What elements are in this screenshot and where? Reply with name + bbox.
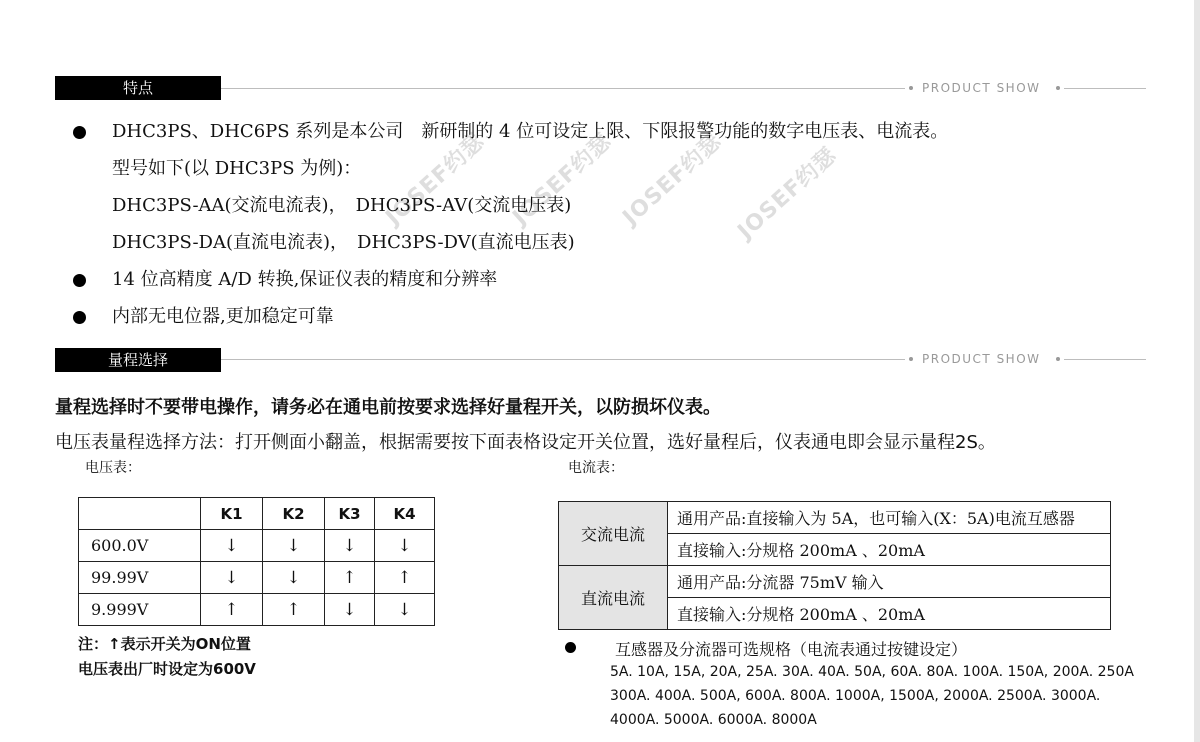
divider-dot bbox=[909, 86, 913, 90]
switch-cell: ↓ bbox=[263, 562, 325, 594]
range-cell: 99.99V bbox=[79, 562, 201, 594]
table-header-cell: K4 bbox=[375, 498, 435, 530]
section-title-features: 特点 bbox=[55, 76, 221, 100]
switch-cell: ↓ bbox=[325, 594, 375, 626]
section-title-range: 量程选择 bbox=[55, 348, 221, 372]
spec-line: 5A. 10A, 15A, 20A, 25A. 30A. 40A. 50A, 60A. 80A. 100A. 150A, 200A. 250A bbox=[610, 664, 1134, 680]
switch-note: 注：↑表示开关为ON位置 bbox=[78, 635, 251, 653]
factory-default-note: 电压表出厂时设定为600V bbox=[78, 660, 256, 678]
bullet bbox=[73, 126, 86, 139]
feature-line: DHC3PS-AA(交流电流表)， DHC3PS-AV(交流电压表) bbox=[112, 195, 572, 216]
range-method: 电压表量程选择方法：打开侧面小翻盖，根据需要按下面表格设定开关位置，选好量程后，仪表通电即会显示量程2S。 bbox=[55, 432, 996, 453]
voltmeter-switch-table bbox=[78, 497, 435, 626]
watermark: JOSEF约瑟 bbox=[618, 128, 728, 231]
ammeter-table bbox=[558, 501, 1111, 630]
table-row bbox=[79, 594, 435, 626]
spec-title: 互感器及分流器可选规格（电流表通过按键设定） bbox=[615, 640, 968, 659]
product-show-tag: PRODUCT SHOW bbox=[922, 352, 1041, 366]
bullet bbox=[73, 274, 86, 287]
section-divider bbox=[221, 359, 905, 360]
ammeter-label: 电流表： bbox=[568, 460, 624, 476]
table-header-cell: K3 bbox=[325, 498, 375, 530]
range-cell: 600.0V bbox=[79, 530, 201, 562]
divider-dot bbox=[1056, 86, 1060, 90]
range-warning: 量程选择时不要带电操作，请务必在通电前按要求选择好量程开关，以防损坏仪表。 bbox=[55, 397, 721, 418]
switch-cell: ↑ bbox=[325, 562, 375, 594]
table-header-cell: K2 bbox=[263, 498, 325, 530]
switch-cell: ↓ bbox=[325, 530, 375, 562]
switch-cell: ↓ bbox=[375, 594, 435, 626]
switch-cell: ↓ bbox=[263, 530, 325, 562]
range-cell: 9.999V bbox=[79, 594, 201, 626]
table-row bbox=[79, 562, 435, 594]
section-divider bbox=[221, 88, 905, 89]
divider-dot bbox=[1056, 357, 1060, 361]
dc-current-label: 直流电流 bbox=[559, 566, 668, 630]
feature-line: 14 位高精度 A/D 转换,保证仪表的精度和分辨率 bbox=[112, 269, 498, 290]
watermark: JOSEF约瑟 bbox=[381, 128, 491, 231]
bullet bbox=[565, 642, 576, 653]
spec-line: 4000A. 5000A. 6000A. 8000A bbox=[610, 712, 817, 728]
watermark: JOSEF约瑟 bbox=[733, 142, 843, 245]
spec-line: 300A. 400A. 500A, 600A. 800A. 1000A, 1500A, 2000A. 2500A. 3000A. bbox=[610, 688, 1101, 704]
voltmeter-label: 电压表： bbox=[85, 460, 141, 476]
product-show-tag: PRODUCT SHOW bbox=[922, 81, 1041, 95]
ac-current-label: 交流电流 bbox=[559, 502, 668, 566]
bullet bbox=[73, 311, 86, 324]
table-row bbox=[559, 566, 1111, 598]
table-row bbox=[559, 502, 1111, 534]
table-header-row bbox=[79, 498, 435, 530]
feature-line: 内部无电位器,更加稳定可靠 bbox=[112, 306, 334, 327]
switch-cell: ↓ bbox=[201, 530, 263, 562]
ac-direct-input: 直接输入:分规格 200mA 、20mA bbox=[668, 534, 1111, 566]
switch-cell: ↑ bbox=[201, 594, 263, 626]
watermark: JOSEF约瑟 bbox=[508, 128, 618, 231]
section-divider bbox=[1064, 88, 1146, 89]
switch-cell: ↑ bbox=[375, 562, 435, 594]
switch-cell: ↓ bbox=[375, 530, 435, 562]
switch-cell: ↑ bbox=[263, 594, 325, 626]
feature-line: DHC3PS、DHC6PS 系列是本公司 新研制的 4 位可设定上限、下限报警功能的数字电压表、电流表。 bbox=[112, 121, 949, 142]
ac-general-product: 通用产品:直接输入为 5A，也可输入(X：5A)电流互感器 bbox=[668, 502, 1111, 534]
feature-line: DHC3PS-DA(直流电流表)， DHC3PS-DV(直流电压表) bbox=[112, 232, 575, 253]
switch-cell: ↓ bbox=[201, 562, 263, 594]
divider-dot bbox=[909, 357, 913, 361]
table-header-cell: K1 bbox=[201, 498, 263, 530]
section-divider bbox=[1064, 359, 1146, 360]
table-header-cell bbox=[79, 498, 201, 530]
feature-line: 型号如下(以 DHC3PS 为例)： bbox=[112, 158, 362, 179]
page-edge bbox=[1194, 0, 1200, 742]
table-row bbox=[79, 530, 435, 562]
dc-general-product: 通用产品:分流器 75mV 输入 bbox=[668, 566, 1111, 598]
dc-direct-input: 直接输入:分规格 200mA 、20mA bbox=[668, 598, 1111, 630]
